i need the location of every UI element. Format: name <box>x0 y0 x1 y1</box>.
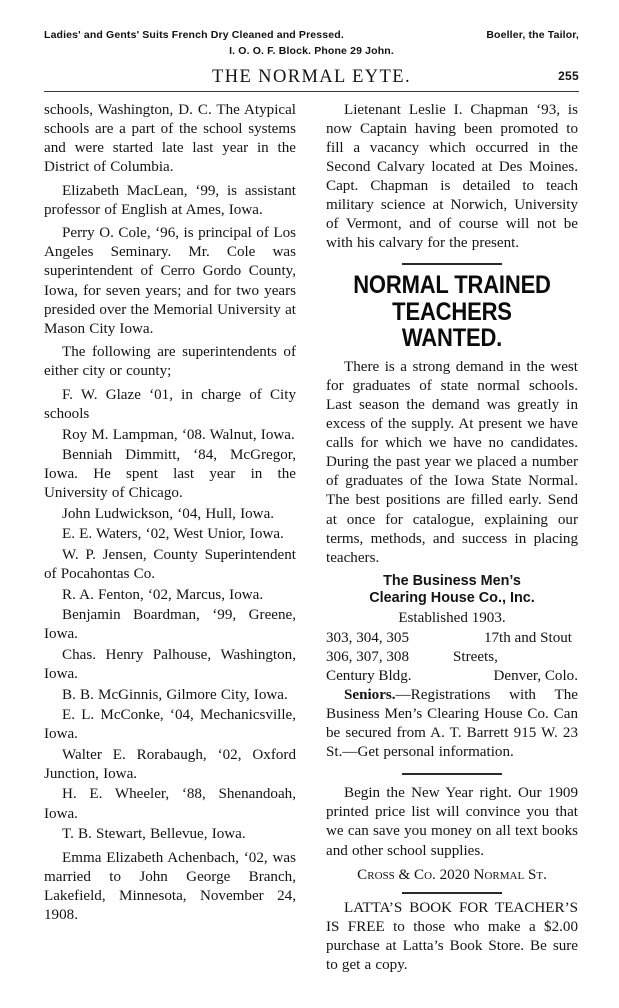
paragraph-el-mcconke: E. L. McConke, ‘04, Mechanicsville, Iowa. <box>44 707 296 743</box>
address-suite-numbers: 303, 304, 305 <box>326 629 410 646</box>
paragraph-roy-lampman: Roy M. Lampman, ‘08. Walnut, Iowa. <box>62 426 295 443</box>
seniors-lead-in: Seniors. <box>344 687 396 704</box>
business-name <box>326 573 578 608</box>
paragraph-emma-achenbach: Emma Elizabeth Achenbach, ‘02, was married to John George Branch, Lakefield, Minnesota, November 24, 1908. <box>44 849 296 923</box>
paragraph-walter-rorabaugh: Walter E. Rorabaugh, ‘02, Oxford Junction, Iowa. <box>44 746 296 782</box>
right-column <box>326 101 578 975</box>
left-column <box>44 101 296 925</box>
paragraph-he-wheeler: H. E. Wheeler, ‘88, Shenandoah, Iowa. <box>44 786 296 822</box>
section-divider-rule-1 <box>402 263 502 265</box>
normal-trained-teachers-headline <box>341 272 563 352</box>
paragraph-chas-palhouse: Chas. Henry Palhouse, Washington, Iowa. <box>44 646 296 682</box>
latta-book-paragraph <box>326 899 578 975</box>
chapman-note-paragraph: Lietenant Leslie I. Chapman ‘93, is now Captain having been promoted to fill a vacancy which occurred in the Second Calvary located at Des Moines. Capt. Chapman is detailed to teach military science at Norwich, University of Vermont, and of course will not be with his calvary for the present. <box>326 101 578 252</box>
established-year: Established 1903. <box>398 609 506 626</box>
paragraph-benjamin-boardman: Benjamin Boardman, ‘99, Greene, Iowa. <box>44 607 296 643</box>
page-number: 255 <box>558 68 579 83</box>
paragraph-bb-mcginnis: B. B. McGinnis, Gilmore City, Iowa. <box>62 686 288 703</box>
address-street-text: 17th and Stout <box>483 629 572 646</box>
new-year-paragraph: Begin the New Year right. Our 1909 printed price list will convince you that we can save you money on all text books and other school supplies. <box>326 785 578 859</box>
ad-header-line-2: I. O. O. F. Block. Phone 29 John. <box>229 44 394 57</box>
publication-title: THE NORMAL EYTE. <box>212 66 411 87</box>
section-divider-rule-3 <box>402 892 502 894</box>
headline-line-1: NORMAL TRAINED TEACHERS <box>353 271 551 326</box>
latta-headline-text: LATTA’S BOOK FOR TEACHER’S IS FREE <box>326 899 578 935</box>
paragraph-perry-o-cole: Perry O. Cole, ‘96, is principal of Los Angeles Seminary. Mr. Cole was superintendent of Cerro Gordo County, Iowa, for seven years; and for two years presided over the Memorial University at Mason City Iowa. <box>44 225 296 337</box>
address-suite-numbers: 306, 307, 308 <box>326 648 410 665</box>
paragraph-ra-fenton: R. A. Fenton, ‘02, Marcus, Iowa. <box>62 586 264 603</box>
cross-and-co-initial: C <box>357 866 368 883</box>
ad-header-advertiser-name: Boeller, the Tailor, <box>486 29 579 41</box>
cross-and-co-line <box>326 866 578 885</box>
address-street-text: Streets, <box>453 648 498 665</box>
paragraph-tb-stewart: T. B. Stewart, Bellevue, Iowa. <box>62 826 246 843</box>
address-row <box>326 648 578 667</box>
address-street-text: Denver, Colo. <box>493 667 578 684</box>
section-divider-rule-2 <box>402 773 502 775</box>
business-name-line-1: The Business Men’s <box>383 572 521 589</box>
paragraph-elizabeth-maclean: Elizabeth MacLean, ‘99, is assistant professor of English at Ames, Iowa. <box>44 182 296 218</box>
latta-body-text: to those who make a $2.00 purchase at Latta’s Book Store. Be sure to get a copy. <box>326 918 578 973</box>
address-suite-numbers: Century Bldg. <box>326 667 412 684</box>
seniors-body-text: —Registrations with The Business Men’s Clearing House Co. Can be secured from A. T. Barrett 915 W. 23 St.—Get personal information. <box>326 687 578 761</box>
masthead <box>44 66 579 88</box>
teacher-demand-paragraph: There is a strong demand in the west for graduates of state normal schools. Last season the demand was greatly in excess of the supply. At present we have calls for which we have no candidates. During the past year we placed a number of graduates of the Iowa State Normal. The best positions are filled early. Send at once for catalogue, explaining our terms, methods, and success in placing teachers. <box>326 358 578 566</box>
seniors-registration-paragraph <box>326 686 578 762</box>
body-columns <box>44 101 579 975</box>
headline-line-2: WANTED. <box>401 324 503 353</box>
ad-header-line-1 <box>44 28 579 43</box>
paragraph-wp-jensen: W. P. Jensen, County Superintendent of Pocahontas Co. <box>44 547 296 583</box>
paragraph-john-ludwickson: John Ludwickson, ‘04, Hull, Iowa. <box>62 505 275 522</box>
paragraph-superintendents-intro: The following are superintendents of either city or county; <box>44 344 296 380</box>
advertisement-header <box>44 28 579 59</box>
cross-and-co-text: ross & Co. 2020 Normal St. <box>367 866 547 883</box>
business-name-line-2: Clearing House Co., Inc. <box>369 590 535 607</box>
ad-header-service-text: Ladies' and Gents' Suits French Dry Cleaned and Pressed. <box>44 29 344 41</box>
masthead-rule <box>44 91 579 92</box>
paragraph-fw-glaze: F. W. Glaze ‘01, in charge of City schools <box>44 386 296 422</box>
paragraph-benniah-dimmitt: Benniah Dimmitt, ‘84, McGregor, Iowa. He spent last year in the University of Chicago. <box>44 447 296 502</box>
paragraph-ee-waters: E. E. Waters, ‘02, West Unior, Iowa. <box>62 526 284 543</box>
address-row <box>326 629 578 648</box>
address-row <box>326 667 578 686</box>
paragraph-atypical-schools: schools, Washington, D. C. The Atypical schools are a part of the school systems and were started late last year in the District of Columbia. <box>44 101 296 176</box>
business-address-block <box>326 629 578 686</box>
